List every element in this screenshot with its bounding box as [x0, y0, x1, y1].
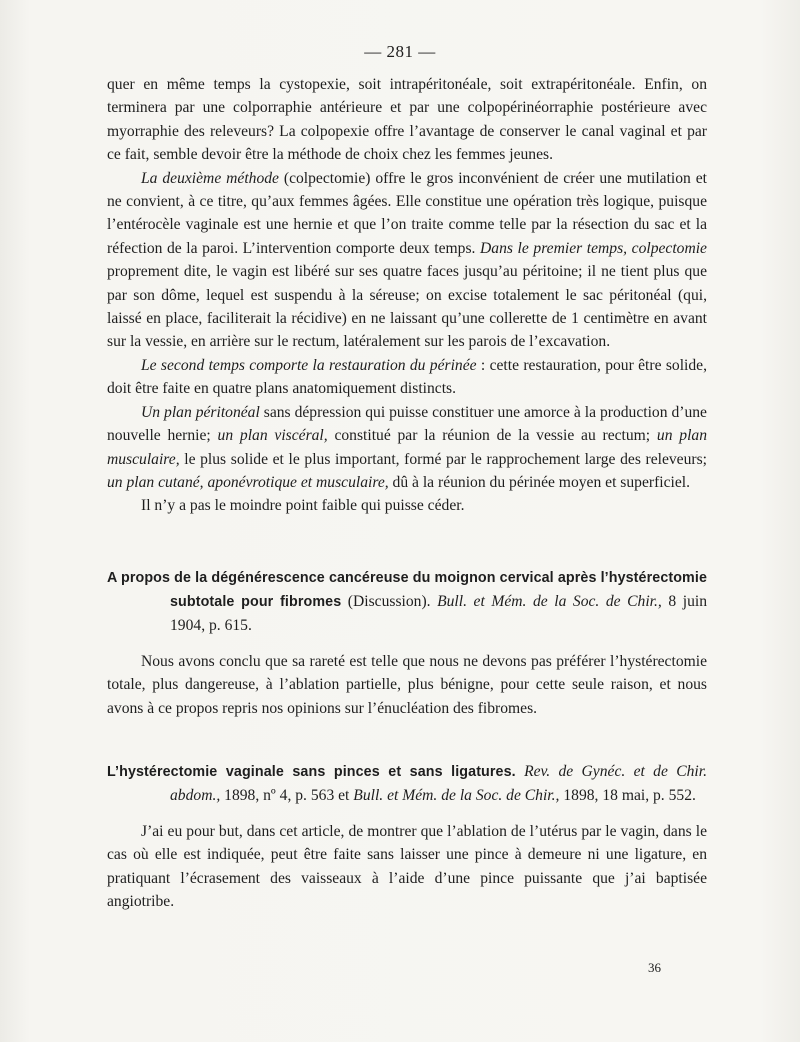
entry-reference: 1898, 18 mai, p. 552.	[559, 786, 696, 804]
entry-title: L’hystérectomie vaginale sans pinces et sans ligatures.	[107, 763, 516, 780]
bibliography-entry-2	[107, 760, 707, 807]
paragraph-text: : cette restauration, pour être solide, doit être faite en quatre plans anatomiquement distincts.	[107, 356, 707, 398]
paragraph-continuation: quer en même temps la cystopexie, soit intrapéritonéale, soit extrapéritonéale. Enfin, on terminera par une colporraphie antérieure et par une colpopérinéorraphie postérieure avec myorraphie des releveurs? La colpopexie offre l’avantage de conserver le canal vaginal et par ce fait, semble devoir être la méthode de choix chez les femmes jeunes.	[107, 76, 707, 164]
paragraph-text: le plus solide et le plus important, formé par le rapprochement large des releveurs;	[179, 450, 707, 468]
journal-name: Rev. de Gynéc. et de Chir. abdom.,	[170, 762, 707, 804]
entry-reference: 8 juin 1904, p. 615.	[170, 592, 707, 634]
italic-phrase: un plan viscéral,	[217, 427, 328, 445]
paragraph-second-method	[107, 167, 707, 354]
page-number: — 281 —	[364, 42, 436, 61]
entry-reference: 1898, nº 4, p. 563 et	[220, 786, 354, 804]
entry-2-body: J’ai eu pour but, dans cet article, de montrer que l’ablation de l’utérus par le vagin, dans le cas où elle est indiquée, peut être faite sans laisser une pince à demeure ni une ligature, en pratiquant l’écrasement des vaisseaux à l’aide d’une pince puissante que j’ai baptisée angiotribe.	[107, 822, 707, 911]
italic-phrase: Le second temps comporte la restauration du périnée	[141, 356, 477, 374]
italic-phrase: un plan musculaire,	[107, 427, 708, 468]
signature-mark: 36	[648, 960, 661, 975]
italic-phrase: La deuxième méthode	[141, 169, 279, 187]
paragraph-text: dû à la réunion du périnée moyen et superficiel.	[388, 473, 691, 491]
journal-name: Bull. et Mém. de la Soc. de Chir.,	[437, 592, 662, 610]
paragraph-text: sans dépression qui puisse constituer une amorce à la production d’une nouvelle hernie;	[107, 403, 707, 445]
paragraph-second-time	[107, 354, 707, 401]
paragraph-planes	[107, 401, 707, 495]
entry-title: A propos de la dégénérescence cancéreuse du moignon cervical après l’hystérectomie subtotale pour fibromes	[107, 569, 707, 610]
journal-name: Bull. et Mém. de la Soc. de Chir.,	[353, 786, 560, 804]
page-content	[107, 73, 707, 914]
paragraph-text: proprement dite, le vagin est libéré sur ses quatre faces jusqu’au péritoine; il ne tient plus que par son dôme, lequel est suspendu à la séreuse; on excise totalement le sac péritonéal (qui, laissé en place, faciliterait la récidive) en ne laissant qu’une collerette de 1 centimètre en avant sur la vessie, en arrière sur le rectum, latéralement sur les parois de l’excavation.	[107, 263, 707, 351]
entry-1-body: Nous avons conclu que sa rareté est telle que nous ne devons pas préférer l’hystérectomie totale, plus dangereuse, à l’ablation partielle, plus bénigne, pour cette seule raison, et nous avons à ce propos repris nos opinions sur l’énucléation des fibromes.	[107, 652, 707, 717]
paragraph-conclusion: Il n’y a pas le moindre point faible qui puisse céder.	[141, 497, 465, 515]
italic-phrase: un plan cutané, aponévrotique et musculaire,	[107, 473, 389, 491]
italic-phrase: Dans le premier temps, colpectomie	[480, 239, 707, 257]
paragraph-text: (colpectomie) offre le gros inconvénient de créer une mutilation et ne convient, à ce titre, qu’aux femmes âgées. Elle constitue une opération très logique, puisque l’entérocèle vaginale est une hernie et que l’on traite comme telle par la résection du sac et la réfection de la paroi. L’intervention comporte deux temps.	[107, 169, 708, 257]
entry-reference: (Discussion).	[341, 592, 438, 610]
italic-phrase: Un plan péritonéal	[141, 403, 260, 421]
paragraph-text: constitué par la réunion de la vessie au rectum;	[327, 427, 657, 445]
bibliography-entry-1	[107, 566, 707, 637]
